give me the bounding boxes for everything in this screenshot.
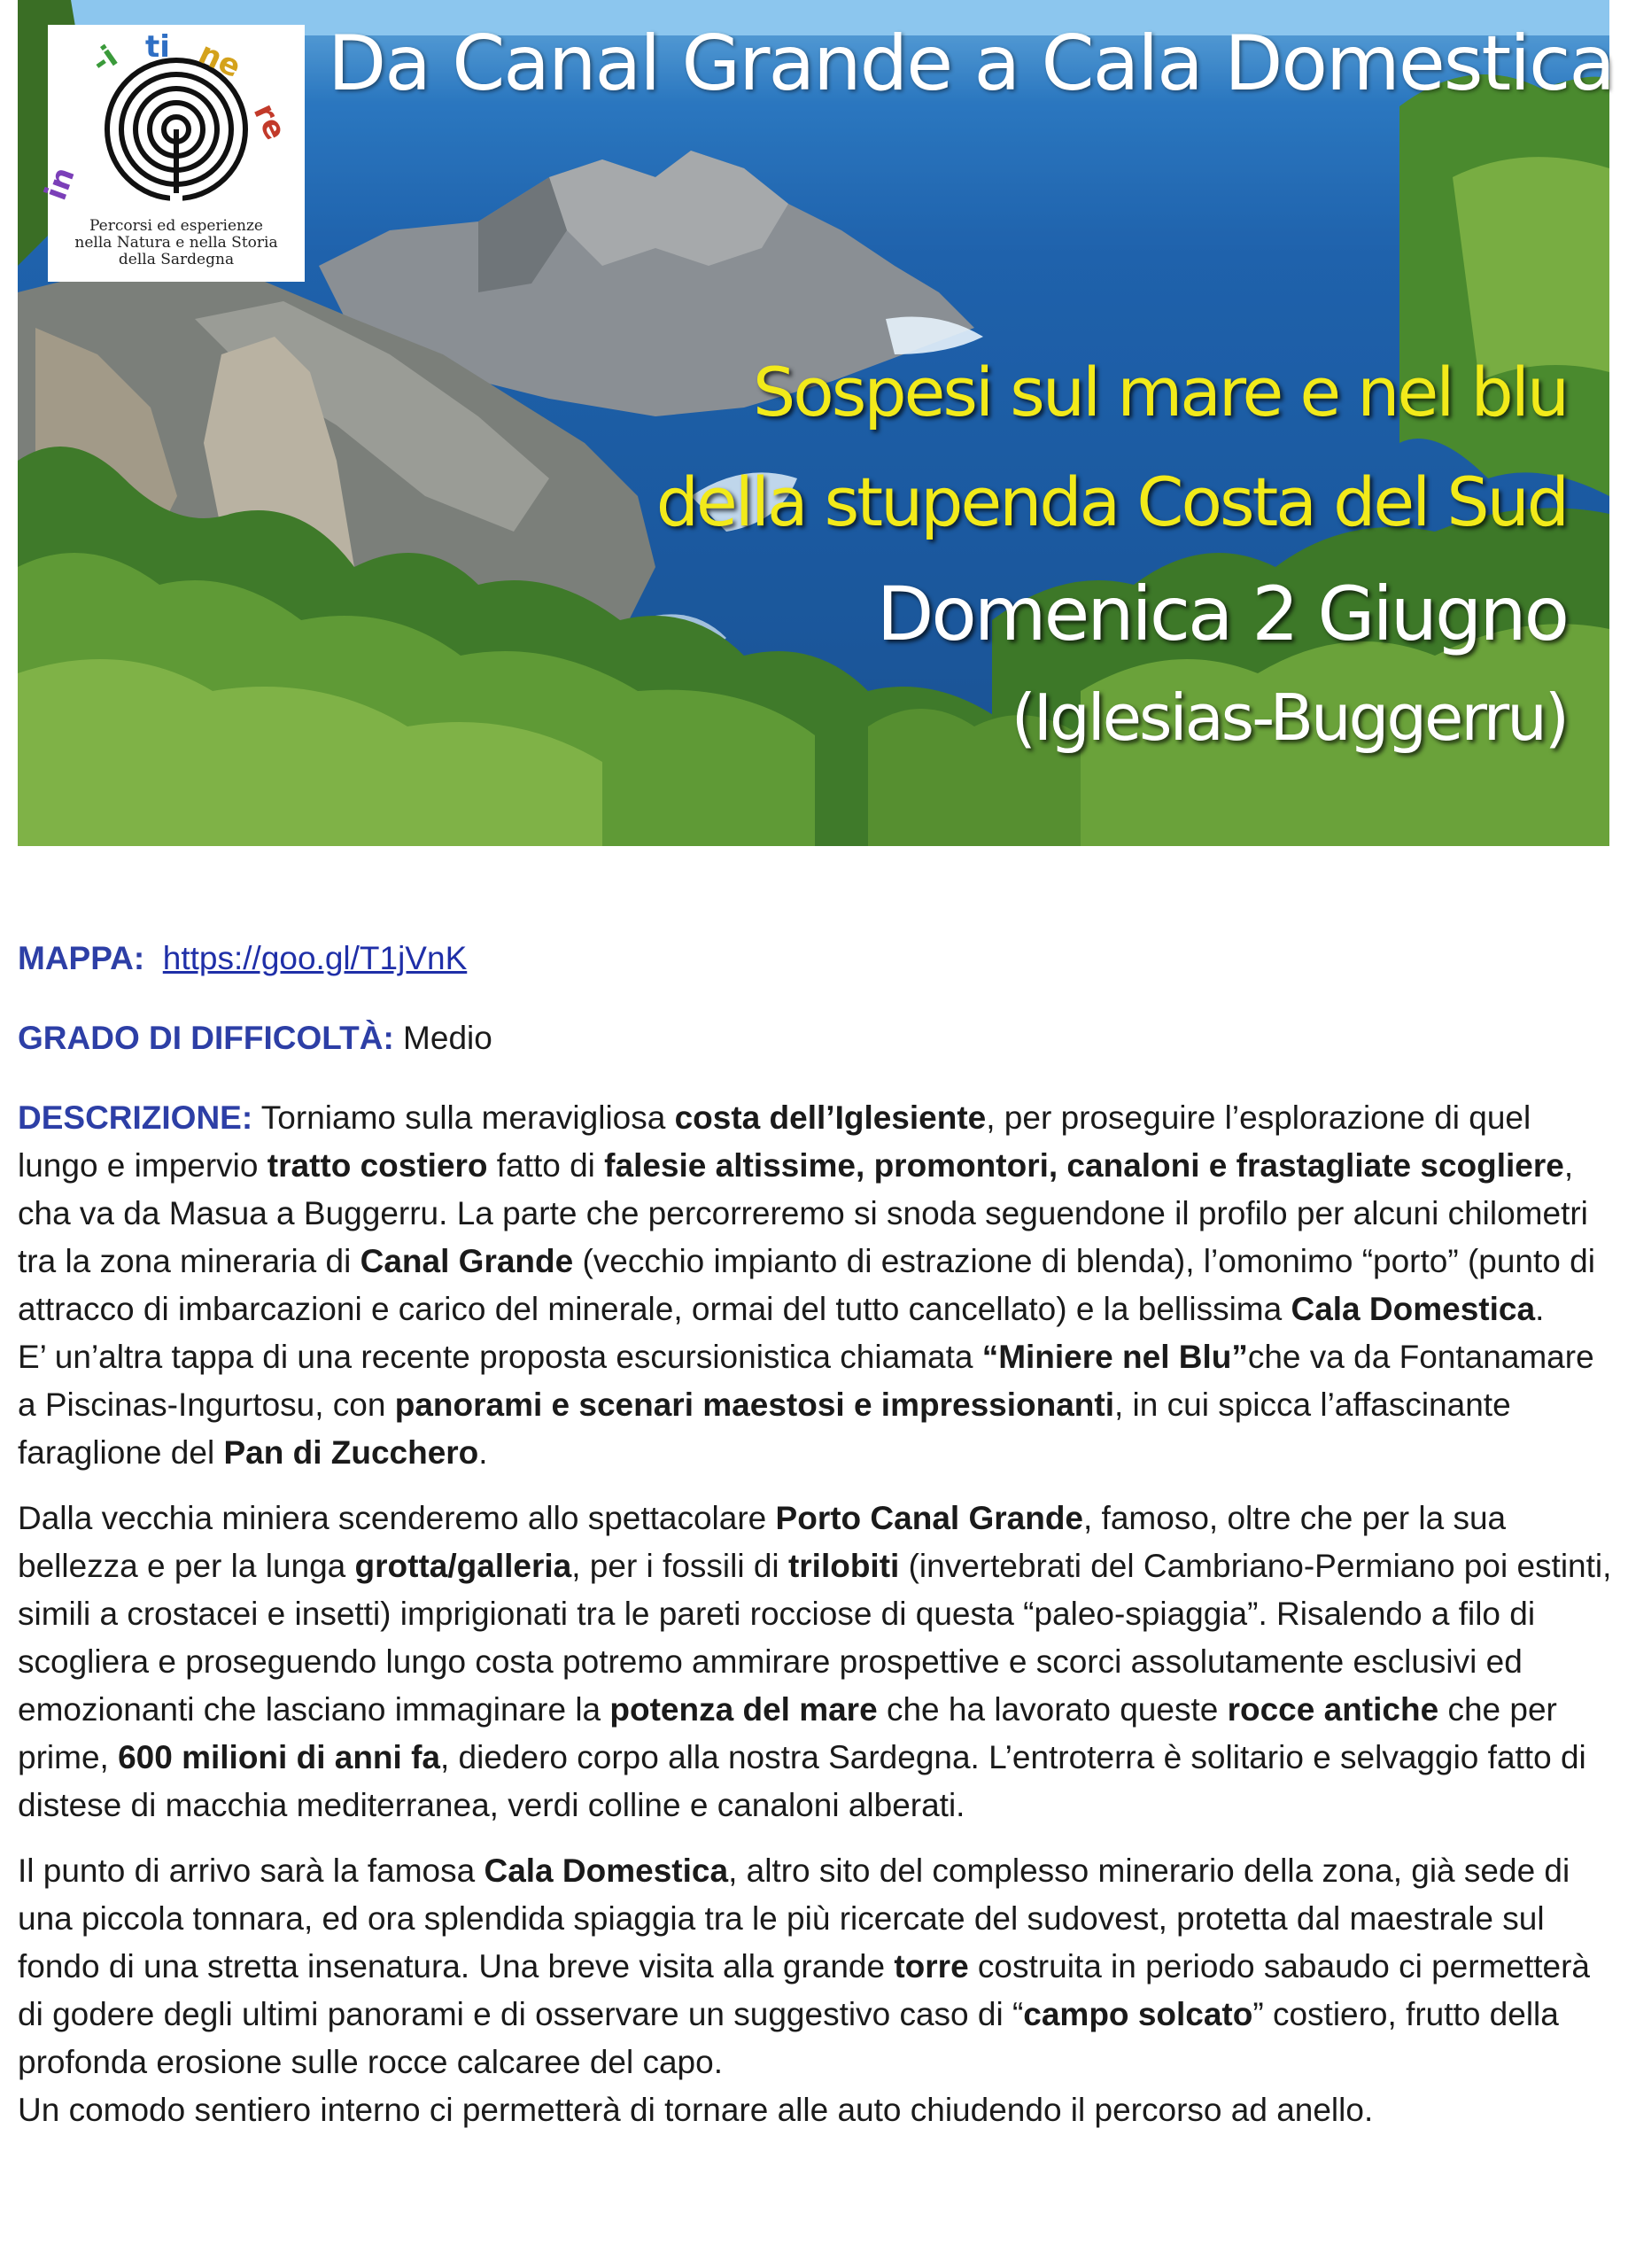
bold-phrase: Cala Domestica [484,1852,729,1889]
description-paragraph-3 [18,1495,1612,1829]
bold-phrase: grotta/galleria [354,1548,572,1584]
map-label: MAPPA: [18,940,145,976]
text-run: Dalla vecchia miniera scenderemo allo spettacolare [18,1500,776,1536]
banner-date: Domenica 2 Giugno [876,571,1567,657]
event-banner [18,0,1615,846]
banner-location: (Iglesias-Buggerru) [1011,680,1567,755]
text-run: , famoso, oltre che per la sua bellezza e per la lunga [18,1500,1507,1584]
bold-phrase: Cala Domestica [1291,1291,1536,1327]
text-run: che per prime, [18,1691,1557,1775]
bold-phrase: 600 milioni di anni fa [118,1739,440,1775]
banner-subtitle-2: della stupenda Costa del Sud [655,462,1567,541]
svg-text:-i: -i [85,38,125,82]
svg-text:in: in [37,162,82,206]
banner-title: Da Canal Grande a Cala Domestica [328,19,1615,108]
bold-phrase: torre [894,1948,969,1984]
text-run: , cha va da Masua a Buggerru. La parte che percorreremo si snoda seguendone il profilo per alcuni chilometri tra la zona mineraria di [18,1147,1588,1279]
description-paragraph-1 [18,1094,1612,1333]
text-run: Un comodo sentiero interno ci permetterà di tornare alle auto chiudendo il percorso ad anello. [18,2092,1374,2128]
text-run: Il punto di arrivo sarà la famosa [18,1852,485,1889]
text-run: E’ un’altra tappa di una recente proposta escursionistica chiamata [18,1339,982,1375]
difficulty-line [18,1014,1612,1062]
map-line [18,935,1612,983]
description-paragraph-4 [18,1847,1612,2086]
text-run: , altro sito del complesso minerario della zona, già sede di una piccola tonnara, ed ora splendida spiaggia tra le più ricercate del sudovest, protetta dal maestrale sul fondo di una stretta insenatura. Una breve visita alla grande [18,1852,1570,1984]
svg-text:ti: ti [145,29,170,65]
text-run: che ha lavorato queste [877,1691,1228,1728]
bold-phrase: costa dell’Iglesiente [674,1099,987,1136]
difficulty-value: Medio [403,1020,492,1056]
text-run: . [1535,1291,1545,1327]
bold-phrase: Pan di Zucchero [223,1434,479,1471]
text-run: , in cui spicca l’affascinante faraglione del [18,1386,1511,1471]
text-run: , per i fossili di [571,1548,788,1584]
bold-phrase: potenza del mare [609,1691,878,1728]
description-p1-text [18,1099,1595,1327]
text-run: (invertebrati del Cambriano-Permiano poi estinti, simili a crostacei e insetti) imprigionati tra le pareti rocciose di questa “paleo-spiaggia”. Risalendo a filo di scogliera e proseguendo lungo costa potremo ammirare prospettive e scorci assolutamente esclusivi ed emozionanti che lasciano immaginare la [18,1548,1612,1728]
bold-phrase: falesie altissime, promontori, canaloni e frastagliate scogliere [604,1147,1564,1184]
description-label: DESCRIZIONE: [18,1099,253,1136]
text-run: (vecchio impianto di estrazione di blenda), l’omonimo “porto” (punto di attracco di imbarcazioni e carico del minerale, ormai del tutto cancellato) e la bellissima [18,1243,1595,1327]
difficulty-label: GRADO DI DIFFICOLTÀ: [18,1020,394,1056]
svg-text:re: re [245,97,293,145]
bold-phrase: “Miniere nel Blu” [981,1339,1248,1375]
logo-tagline: Percorsi ed esperienze nella Natura e nella Storia della Sardegna [74,217,278,268]
description-paragraph-2 [18,1333,1612,1477]
text-run: , per proseguire l’esplorazione di quel lungo e impervio [18,1099,1531,1184]
text-run: Torniamo sulla meravigliosa [252,1099,675,1136]
text-run: , diedero corpo alla nostra Sardegna. L’entroterra è solitario e selvaggio fatto di distese di macchia mediterranea, verdi colline e canaloni alberati. [18,1739,1586,1823]
bold-phrase: panorami e scenari maestosi e impressionanti [394,1386,1114,1423]
description-paragraph-5 [18,2086,1612,2134]
bold-phrase: Canal Grande [360,1243,574,1279]
text-run: fatto di [487,1147,605,1184]
bold-phrase: tratto costiero [267,1147,488,1184]
svg-text:ne: ne [193,35,246,86]
text-run: costruita in periodo sabaudo ci permetterà di godere degli ultimi panorami e di osservare un suggestivo caso di “ [18,1948,1590,2032]
bold-phrase: campo solcato [1023,1996,1253,2032]
text-run: . [478,1434,488,1471]
map-link[interactable]: https://goo.gl/T1jVnK [162,940,468,976]
text-run: ” costiero, frutto della profonda erosione sulle rocce calcaree del capo. [18,1996,1559,2080]
text-run: che va da Fontanamare a Piscinas-Ingurtosu, con [18,1339,1594,1423]
event-details [18,935,1612,2134]
in-itinere-logo [37,25,305,282]
bold-phrase: Porto Canal Grande [775,1500,1083,1536]
banner-subtitle-1: Sospesi sul mare e nel blu [753,353,1567,431]
bold-phrase: trilobiti [787,1548,900,1584]
bold-phrase: rocce antiche [1227,1691,1439,1728]
